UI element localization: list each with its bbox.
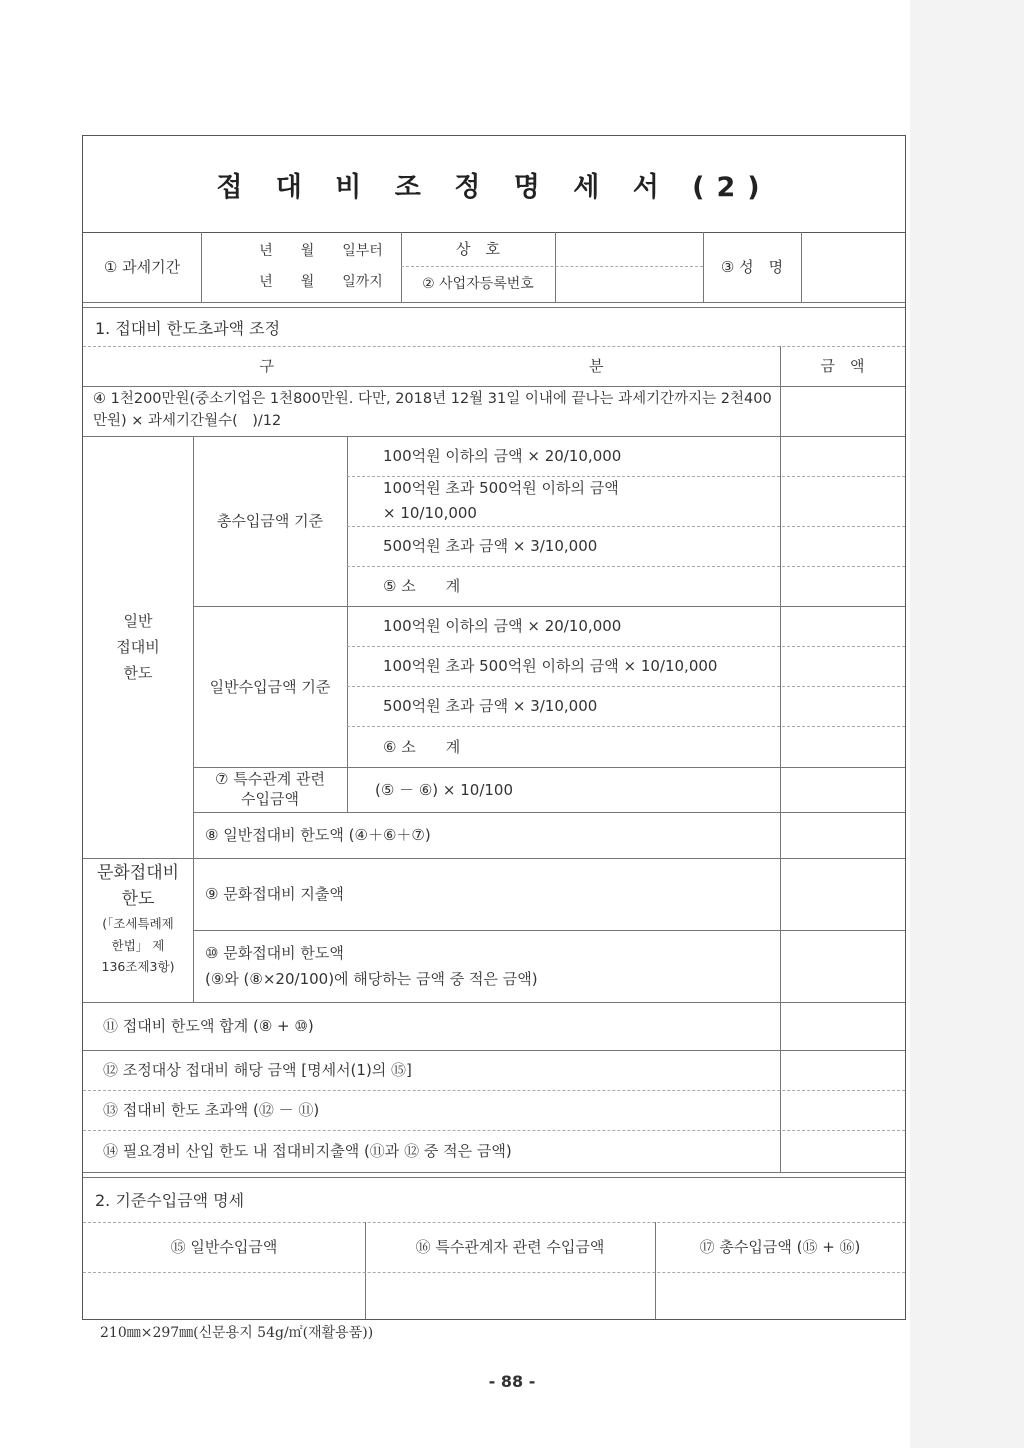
row14-amount[interactable] bbox=[780, 1130, 905, 1172]
divider bbox=[83, 1177, 905, 1178]
total-row-3-amount[interactable] bbox=[780, 526, 905, 566]
column-amount-header: 금 액 bbox=[820, 357, 865, 375]
general-revenue-basis-label: 일반수입금액 기준 bbox=[209, 677, 331, 696]
total-row-2: 100억원 초과 500억원 이하의 금액 × 10/10,000 bbox=[383, 478, 619, 522]
tax-period-label: ① 과세기간 bbox=[103, 258, 181, 276]
business-registration-label: ② 사업자등록번호 bbox=[422, 275, 534, 292]
divider bbox=[83, 302, 905, 303]
subtotal-6-amount[interactable] bbox=[780, 726, 905, 767]
column-category-header: 구 분 bbox=[259, 357, 604, 375]
row14-deductible-amount: ⑭ 필요경비 산입 한도 내 접대비지출액 (⑪과 ⑫ 중 적은 금액) bbox=[103, 1142, 512, 1160]
row13-amount[interactable] bbox=[780, 1090, 905, 1130]
subtotal-6: ⑥ 소 계 bbox=[383, 737, 461, 756]
entertainment-expense-form bbox=[82, 135, 906, 1320]
subtotal-5: ⑤ 소 계 bbox=[383, 577, 461, 595]
row9-culture-expense: ⑨ 문화접대비 지출액 bbox=[205, 885, 344, 903]
form-title: 접 대 비 조 정 명 세 서 (2) bbox=[83, 136, 905, 233]
general-row-3-amount[interactable] bbox=[780, 686, 905, 726]
row12-amount[interactable] bbox=[780, 1050, 905, 1090]
paper-spec-note: 210㎜×297㎜(신문용지 54g/㎡(재활용품)) bbox=[100, 1325, 374, 1341]
special-relation-label: ⑦ 특수관계 관련 수입금액 bbox=[215, 770, 325, 808]
culture-law-note: (「조세특례제 한법」 제 136조제3항) bbox=[101, 915, 175, 975]
general-row-2: 100억원 초과 500억원 이하의 금액 × 10/10,000 bbox=[383, 657, 718, 675]
section2-title: 2. 기준수입금액 명세 bbox=[95, 1191, 245, 1210]
name-label: ③ 성 명 bbox=[720, 258, 784, 276]
period-to: 년 월 일까지 bbox=[259, 273, 383, 290]
row13-excess-amount: ⑬ 접대비 한도 초과액 (⑫ － ⑪) bbox=[103, 1101, 320, 1119]
col17-amount-field[interactable] bbox=[655, 1272, 905, 1319]
special-relation-formula: (⑤ － ⑥) × 10/100 bbox=[375, 780, 514, 799]
total-revenue-basis-label: 총수입금액 기준 bbox=[216, 512, 324, 530]
general-row-3: 500억원 초과 금액 × 3/10,000 bbox=[383, 697, 598, 715]
section1-title: 1. 접대비 한도초과액 조정 bbox=[95, 319, 281, 338]
row8-amount[interactable] bbox=[780, 812, 905, 858]
general-row-1-amount[interactable] bbox=[780, 606, 905, 646]
general-limit-label: 일반 접대비 한도 bbox=[116, 611, 160, 683]
page-number: - 88 - bbox=[488, 1372, 536, 1391]
divider bbox=[83, 307, 905, 308]
total-row-1: 100억원 이하의 금액 × 20/10,000 bbox=[383, 447, 622, 465]
total-row-2-amount[interactable] bbox=[780, 476, 905, 526]
col16-special-revenue: ⑯ 특수관계자 관련 수입금액 bbox=[415, 1238, 605, 1256]
row12-target-amount: ⑫ 조정대상 접대비 해당 금액 [명세서(1)의 ⑮] bbox=[103, 1061, 412, 1079]
col15-amount-field[interactable] bbox=[83, 1272, 365, 1319]
col17-total-revenue: ⑰ 총수입금액 (⑮ + ⑯) bbox=[699, 1238, 861, 1256]
divider bbox=[347, 436, 348, 812]
row10-culture-limit: ⑩ 문화접대비 한도액 (⑨와 (⑧×20/100)에 해당하는 금액 중 적은 금액) bbox=[205, 943, 538, 988]
row4-base-limit-label: ④ 1천200만원(중소기업은 1천800만원. 다만, 2018년 12월 31일 이내에 끝나는 과세기간까지는 2천400만원) × 과세기간월수( )/12 bbox=[93, 391, 772, 430]
general-row-2-amount[interactable] bbox=[780, 646, 905, 686]
row11-amount[interactable] bbox=[780, 1002, 905, 1050]
divider bbox=[83, 1172, 905, 1173]
row10-amount[interactable] bbox=[780, 930, 905, 1002]
page-margin-strip bbox=[910, 0, 1024, 1448]
row8-general-limit: ⑧ 일반접대비 한도액 (④＋⑥＋⑦) bbox=[205, 826, 431, 844]
special-relation-amount[interactable] bbox=[780, 767, 905, 812]
culture-limit-block bbox=[83, 860, 193, 1002]
col15-general-revenue: ⑮ 일반수입금액 bbox=[170, 1238, 278, 1256]
row4-amount-field[interactable] bbox=[780, 386, 905, 436]
period-from: 년 월 일부터 bbox=[259, 242, 383, 259]
name-field[interactable] bbox=[801, 232, 905, 302]
total-row-3: 500억원 초과 금액 × 3/10,000 bbox=[383, 537, 598, 555]
company-name-label: 상 호 bbox=[456, 240, 500, 258]
col16-amount-field[interactable] bbox=[365, 1272, 655, 1319]
subtotal-5-amount[interactable] bbox=[780, 566, 905, 606]
general-row-1: 100억원 이하의 금액 × 20/10,000 bbox=[383, 617, 622, 635]
row9-amount[interactable] bbox=[780, 858, 905, 930]
company-name-field[interactable] bbox=[555, 232, 703, 266]
culture-limit-label: 문화접대비 한도 bbox=[96, 863, 180, 910]
row11-total-limit: ⑪ 접대비 한도액 합계 (⑧ + ⑩) bbox=[103, 1017, 314, 1035]
total-row-1-amount[interactable] bbox=[780, 436, 905, 476]
business-registration-field[interactable] bbox=[555, 266, 703, 302]
